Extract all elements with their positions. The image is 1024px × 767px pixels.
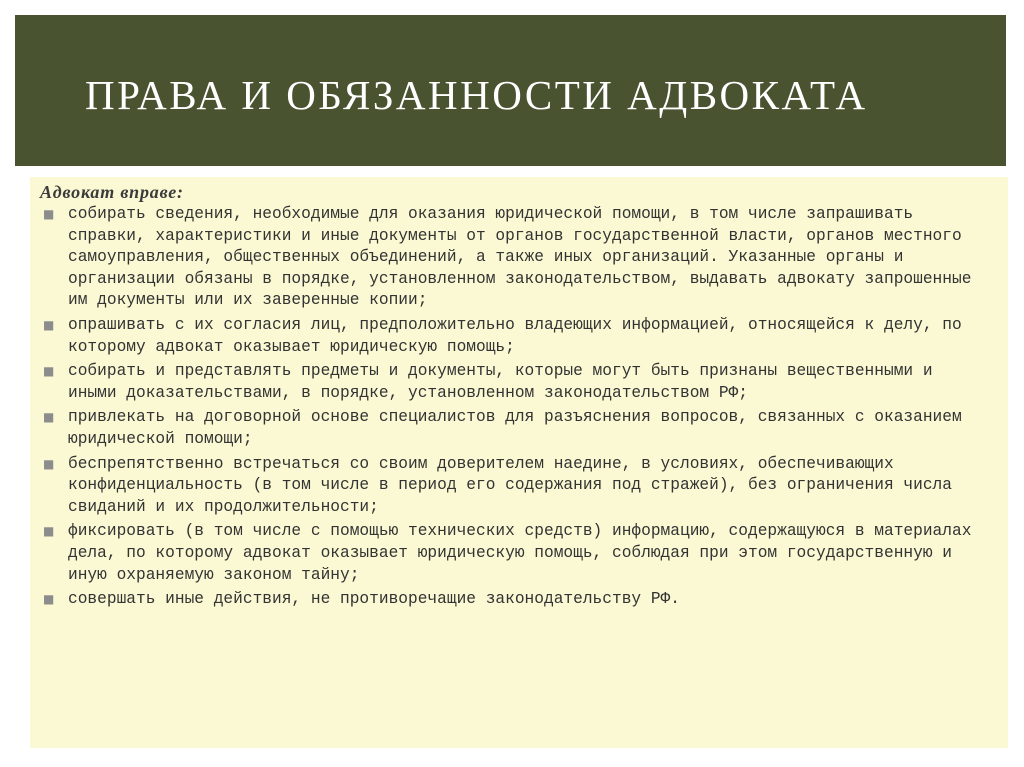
list-item (40, 407, 988, 450)
list-item-text: беспрепятственно встречаться со своим доверителем наедине, в условиях, обеспечивающих конфиденциальность (в том числе в период его содержания под стражей), без ограничения числа свиданий и их продолжительности; (68, 454, 952, 516)
bullet-icon: ■ (43, 317, 55, 332)
list-item-text: совершать иные действия, не противоречащие законодательству РФ. (68, 590, 680, 609)
bullet-icon: ■ (43, 456, 55, 471)
intro-heading: Адвокат вправе: (40, 182, 184, 202)
list-item (40, 589, 988, 611)
rights-list (40, 204, 988, 611)
list-item (40, 204, 988, 312)
list-item-text: собирать сведения, необходимые для оказания юридической помощи, в том числе запрашивать справки, характеристики и иные документы от органов государственной власти, органов местного самоуправления, общественных объединений, а также иных организаций. Указанные органы и организации обязаны в порядке, установленном законодательством, выдавать адвокату запрошенные им документы или их заверенные копии; (68, 205, 972, 310)
list-item (40, 521, 988, 586)
list-item (40, 315, 988, 358)
bullet-icon: ■ (43, 524, 55, 539)
list-item (40, 454, 988, 519)
bullet-icon: ■ (43, 592, 55, 607)
list-item-text: опрашивать с их согласия лиц, предположительно владеющих информацией, относящейся к делу, по которому адвокат оказывает юридическую помощь; (68, 315, 962, 356)
list-item-text: привлекать на договорной основе специалистов для разъяснения вопросов, связанных с оказанием юридической помощи; (68, 408, 962, 448)
title-bar (15, 15, 1006, 166)
list-item (40, 361, 988, 404)
bullet-icon: ■ (43, 410, 55, 425)
content-panel (30, 177, 1008, 748)
list-item-text: собирать и представлять предметы и документы, которые могут быть признаны вещественными и иными доказательствами, в порядке, установленном законодательством РФ; (68, 362, 933, 402)
bullet-icon: ■ (43, 364, 55, 379)
slide-title: ПРАВА И ОБЯЗАННОСТИ АДВОКАТА (85, 72, 868, 118)
bullet-icon: ■ (43, 207, 55, 221)
list-item-text: фиксировать (в том числе с помощью технических средств) информацию, содержащуюся в материалах дела, по которому адвокат оказывает юридическую помощь, соблюдая при этом государственную и иную охраняемую законом тайну; (68, 522, 972, 584)
